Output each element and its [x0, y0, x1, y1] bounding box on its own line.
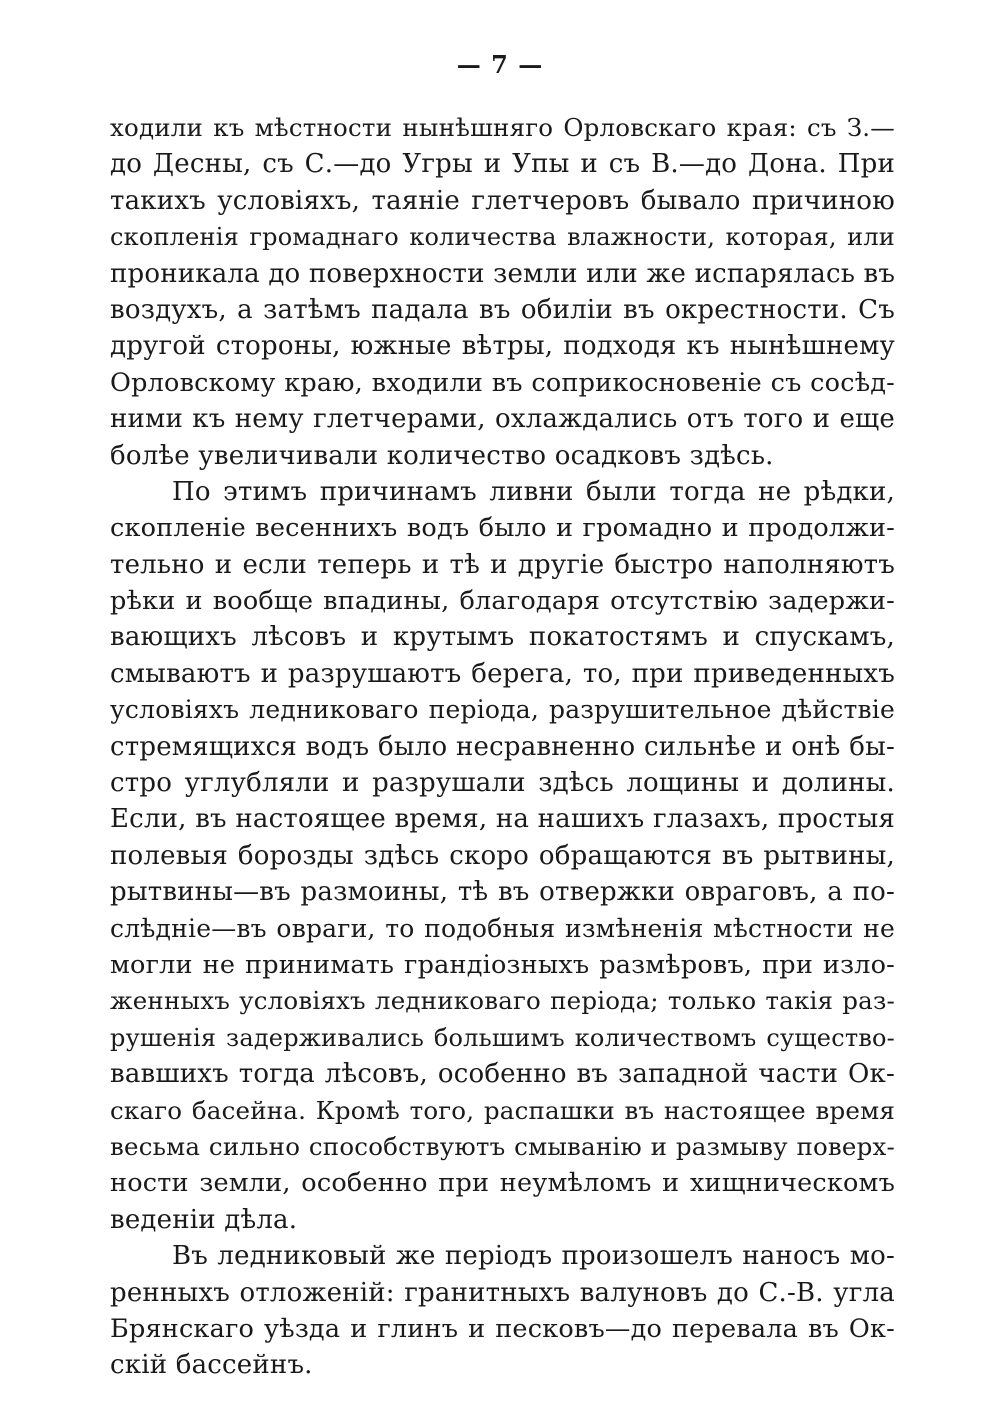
text-line: вающихъ лѣсовъ и крутымъ покатостямъ и спускамъ, [110, 622, 895, 653]
text-line: Въ ледниковый же періодъ произошелъ наносъ мо- [172, 1241, 895, 1272]
text-line: до Десны, съ С.—до Угры и Упы и съ В.—до Дона. При [110, 149, 895, 180]
body-text [110, 110, 895, 1384]
text-line: такихъ условіяхъ, таяніе глетчеровъ бывало причиною [110, 185, 895, 216]
text-line: По этимъ причинамъ ливни были тогда не рѣдки, [172, 476, 895, 507]
text-line: Брянскаго уѣзда и глинъ и песковъ—до перевала въ Ок- [110, 1313, 895, 1344]
text-line: ходили къ мѣстности нынѣшняго Орловскаго края: съ З.— [110, 113, 895, 142]
text-line: ними къ нему глетчерами, охлаждались отъ того и еще [110, 404, 895, 435]
text-line: скій бассейнъ. [110, 1350, 313, 1381]
text-line: стремящихся водъ было несравненно сильнѣе и онѣ бы- [110, 731, 895, 762]
paragraph-2 [110, 474, 895, 1238]
text-line: могли не принимать грандіозныхъ размѣровъ, при изло- [110, 949, 895, 980]
text-line: скаго басейна. Кромѣ того, распашки въ настоящее время [110, 1095, 895, 1125]
text-line: рѣки и вообще впадины, благодаря отсутствію задержи- [110, 586, 895, 617]
text-line: скопленіе весеннихъ водъ было и громадно и продолжи- [110, 513, 895, 544]
text-line: ренныхъ отложеній: гранитныхъ валуновъ до С.-В. угла [110, 1277, 895, 1308]
text-line: смываютъ и разрушаютъ берега, то, при приведенныхъ [110, 658, 895, 689]
text-line: женныхъ условіяхъ ледниковаго періода; только такія раз- [110, 986, 895, 1016]
text-line: рытвины—въ размоины, тѣ въ отвержки овраговъ, а по- [110, 877, 895, 908]
text-line: воздухъ, а затѣмъ падала въ обиліи въ окрестности. Съ [110, 294, 895, 325]
text-line: Орловскому краю, входили въ соприкосновеніе съ сосѣд- [110, 367, 895, 398]
text-line: полевыя борозды здѣсь скоро обращаются въ рытвины, [110, 840, 895, 871]
text-line: слѣдніе—въ овраги, то подобныя измѣненія мѣстности не [110, 913, 895, 943]
page-number: — 7 — [456, 50, 544, 79]
text-line: весьма сильно способствуютъ смыванію и размыву поверх- [110, 1131, 895, 1161]
text-line: скопленія громаднаго количества влажности, которая, или [110, 223, 895, 252]
paragraph-3 [110, 1238, 895, 1384]
text-line: проникала до поверхности земли или же испарялась въ [110, 258, 896, 289]
text-line: тельно и если теперь и тѣ и другіе быстро наполняютъ [110, 549, 895, 580]
text-line: веденіи дѣла. [110, 1204, 298, 1235]
text-line: болѣе увеличивали количество осадковъ здѣсь. [110, 440, 774, 471]
text-line: вавшихъ тогда лѣсовъ, особенно въ западной части Ок- [110, 1059, 895, 1090]
text-line: рушенія задерживались большимъ количествомъ существо- [110, 1023, 895, 1052]
text-line: другой стороны, южные вѣтры, подходя къ нынѣшнему [110, 331, 895, 362]
text-line: условіяхъ ледниковаго періода, разрушительное дѣйствіе [110, 695, 895, 725]
text-line: ности земли, особенно при неумѣломъ и хищническомъ [110, 1168, 895, 1199]
paragraph-1 [110, 110, 895, 474]
text-line: Если, въ настоящее время, на нашихъ глазахъ, простыя [110, 804, 895, 835]
text-line: стро углубляли и разрушали здѣсь лощины и долины. [110, 768, 895, 799]
